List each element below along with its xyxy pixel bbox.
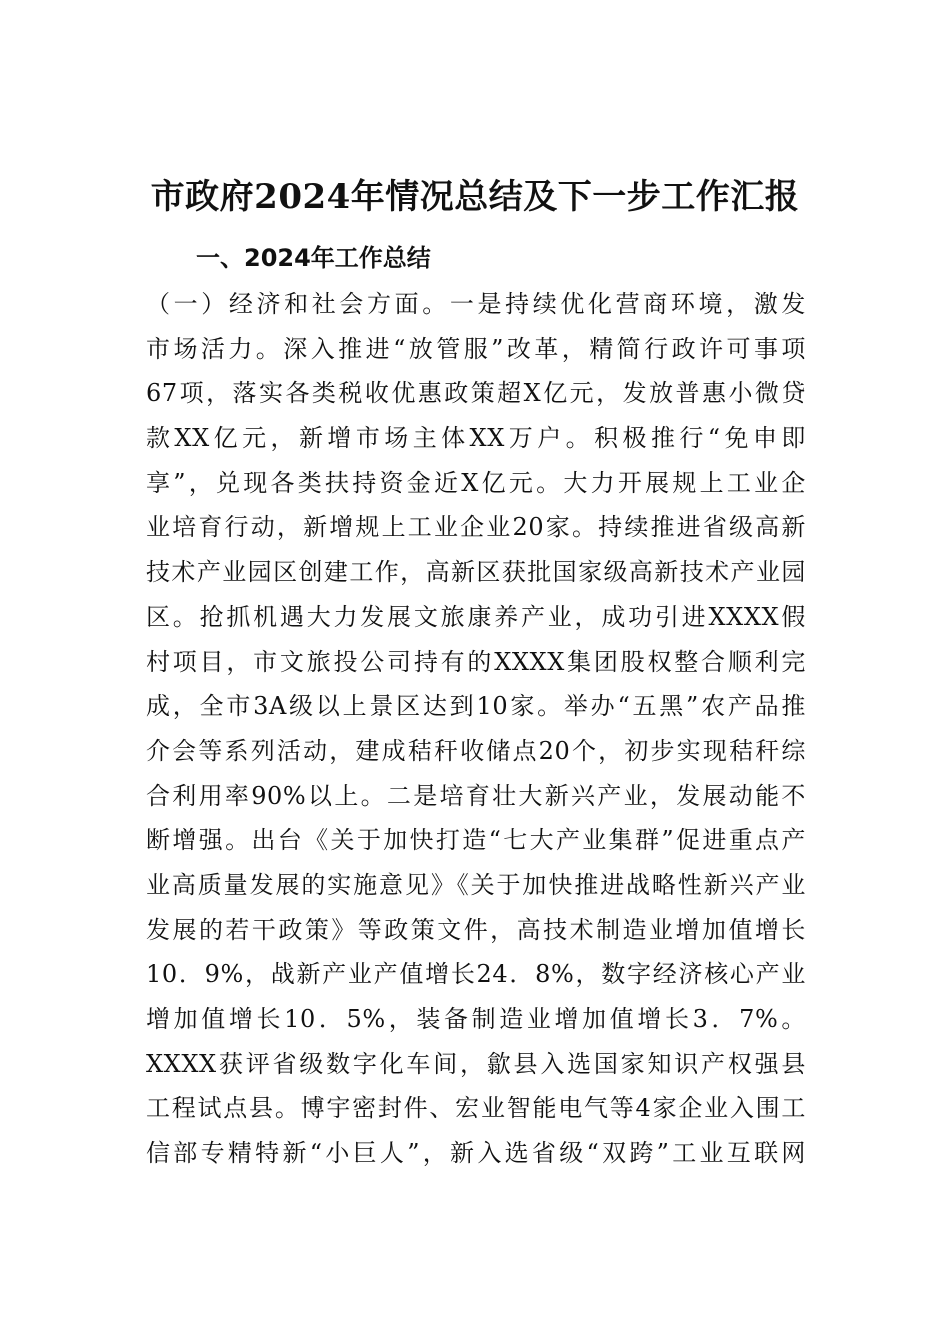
paragraph-line: 信部专精特新“小巨人”，新入选省级“双跨”工业互联网: [146, 1139, 806, 1168]
document-title: 市政府2024年情况总结及下一步工作汇报: [150, 177, 800, 217]
paragraph-line: 成，全市3A级以上景区达到10家。举办“五黑”农产品推: [146, 692, 806, 721]
paragraph-line: 增加值增长10．5%，装备制造业增加值增长3．7%。: [146, 1005, 806, 1033]
paragraph-line: 业培育行动，新增规上工业企业20家。持续推进省级高新: [146, 513, 806, 542]
paragraph-line: 介会等系列活动，建成秸秆收储点20个，初步实现秸秆综: [146, 736, 806, 765]
paragraph-line: 区。抢抓机遇大力发展文旅康养产业，成功引进XXXX假: [146, 602, 806, 631]
paragraph-line: （一）经济和社会方面。一是持续优化营商环境，激发: [146, 290, 806, 318]
section-heading: 一、2024年工作总结: [196, 244, 431, 272]
paragraph-line: 业高质量发展的实施意见》《关于加快推进战略性新兴产业: [146, 870, 806, 899]
paragraph-line: 工程试点县。博宇密封件、宏业智能电气等4家企业入围工: [146, 1094, 806, 1123]
body-paragraph: [146, 282, 806, 1176]
paragraph-line: 享”，兑现各类扶持资金近X亿元。大力开展规上工业企: [146, 468, 806, 497]
paragraph-line: XXXX获评省级数字化车间，歙县入选国家知识产权强县: [146, 1049, 806, 1078]
paragraph-line: 市场活力。深入推进“放管服”改革，精简行政许可事项: [146, 334, 806, 363]
paragraph-line: 合利用率90%以上。二是培育壮大新兴产业，发展动能不: [146, 781, 806, 810]
paragraph-line: 发展的若干政策》等政策文件，高技术制造业增加值增长: [146, 915, 806, 944]
paragraph-line: 67项，落实各类税收优惠政策超X亿元，发放普惠小微贷: [146, 379, 806, 408]
paragraph-line: 断增强。出台《关于加快打造“七大产业集群”促进重点产: [146, 826, 806, 855]
paragraph-line: 技术产业园区创建工作，高新区获批国家级高新技术产业园: [146, 558, 806, 587]
paragraph-line: 10．9%，战新产业产值增长24．8%，数字经济核心产业: [146, 960, 806, 989]
paragraph-line: 款XX亿元，新增市场主体XX万户。积极推行“免申即: [146, 424, 806, 453]
paragraph-line: 村项目，市文旅投公司持有的XXXX集团股权整合顺利完: [146, 647, 806, 676]
